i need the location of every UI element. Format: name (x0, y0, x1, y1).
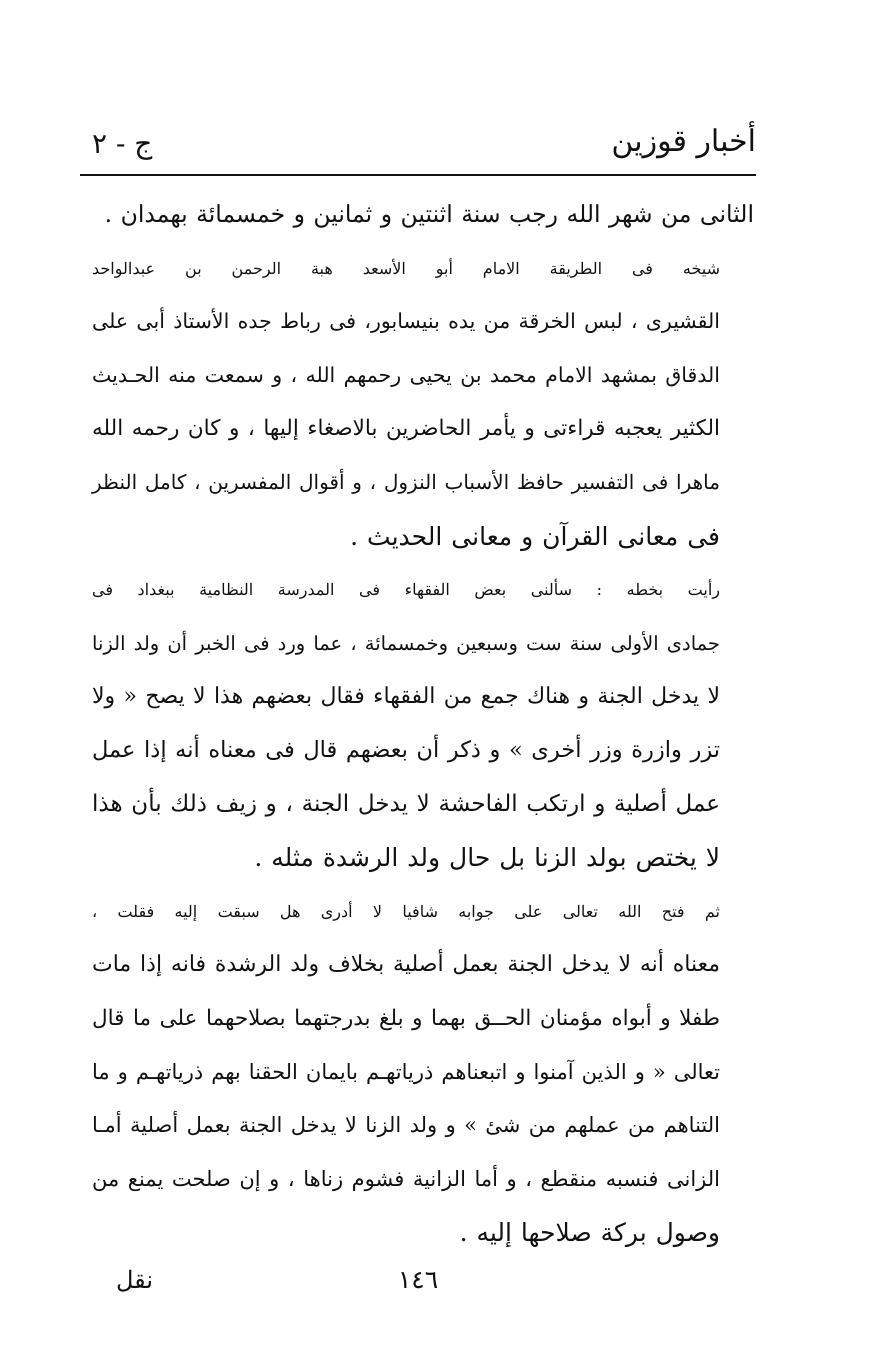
page-header (80, 118, 756, 174)
text-line: شيخه فى الطريقة الامام أبو الأسعد هبة الرحمن بن عبدالواحد (92, 258, 721, 278)
text-line: تزر وازرة وزر أخرى » و ذكر أن بعضهم قال فى معناه أنه إذا عمل (92, 736, 720, 763)
paragraph-3 (92, 563, 754, 885)
footer-note: نقل (116, 1266, 153, 1294)
text-line: فى معانى القرآن و معانى الحديث . (350, 521, 720, 551)
text-line: ماهرا فى التفسير حافظ الأسباب النزول ، و أقوال المفسرين ، كامل النظر (92, 469, 720, 494)
text-line: الثانى من شهر الله رجب سنة اثنتين و ثمانين و خمسمائة بهمدان . (104, 200, 754, 228)
paragraph-2 (92, 242, 754, 564)
text-line: جمادى الأولى سنة ست وسبعين وخمسمائة ، عما ورد فى الخبر أن ولد الزنا (92, 631, 720, 655)
text-line: الزانى فنسبه منقطع ، و أما الزانية فشوم زناها ، و إن صلحت يمنع من (92, 1166, 720, 1191)
page-body (92, 188, 754, 1260)
text-line: الدقاق بمشهد الامام محمد بن يحيى رحمهم الله ، و سمعت منه الحـديث (92, 362, 720, 387)
text-line: طفلا و أبواه مؤمنان الحــق بهما و بلغ بدرجتهما بصلاحهما على ما قال (92, 1005, 720, 1031)
text-line: وصول بركة صلاحها إليه . (459, 1218, 720, 1248)
header-rule (80, 174, 756, 176)
text-line: القشيرى ، لبس الخرقة من يده بنيسابور، فى رباط جده الأستاذ أبى على (92, 309, 720, 334)
text-line: تعالى « و الذين آمنوا و اتبعناهم ذرياتهـم بايمان الحقنا بهم ذرياتهـم و ما (92, 1059, 720, 1084)
text-line: لا يدخل الجنة و هناك جمع من الفقهاء فقال بعضهم هذا لا يصح « ولا (92, 684, 720, 710)
text-line: ثم فتح الله تعالى على جوابه شافيا لا أدرى هل سبقت إليه فقلت ، (92, 901, 720, 921)
volume-number: ج - ٢ (92, 127, 153, 160)
page-number: ١٤٦ (397, 1265, 439, 1294)
text-line: رأيت بخطه : سألنى بعض الفقهاء فى المدرسة النظامية ببغداد فى (92, 580, 721, 600)
text-line: معناه أنه لا يدخل الجنة بعمل أصلية بخلاف ولد الرشدة فانه إذا مات (92, 952, 720, 978)
paragraph-1 (92, 188, 754, 242)
text-line: عمل أصلية و ارتكب الفاحشة لا يدخل الجنة ، و زيف ذلك بأن هذا (92, 790, 720, 817)
paragraph-4 (92, 885, 754, 1260)
text-line: الكثير يعجبه قراءتى و يأمر الحاضرين بالاصغاء إليها ، و كان رحمه الله (92, 416, 720, 442)
running-title: أخبار قوزين (611, 124, 756, 159)
page-footer (80, 1262, 756, 1302)
text-line: التناهم من عملهم من شئ » و ولد الزنا لا يدخل الجنة بعمل أصلية أمـا (92, 1113, 720, 1138)
text-line: لا يختص بولد الزنا بل حال ولد الرشدة مثله . (254, 843, 720, 873)
